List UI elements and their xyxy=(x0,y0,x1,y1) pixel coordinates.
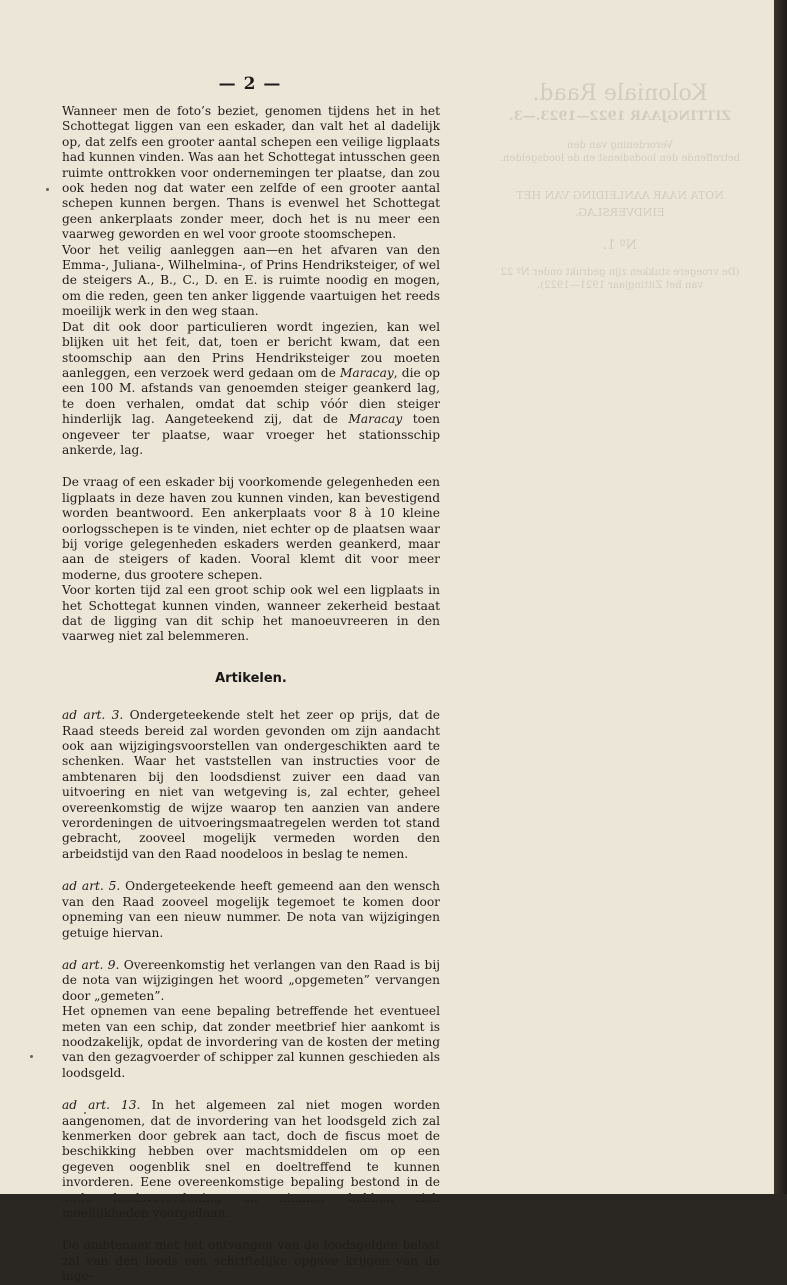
article-13 xyxy=(62,1098,440,1221)
paragraph-2: Voor het veilig aanleggen aan—en het afvaren van den Emma-, Juliana-, Wilhelmina-, of Prins Hendriksteiger, of wel de steigers A., B., C., D. en E. is ruimte noodig en mogen, om die reden, geen ten anker liggende vaartuigen het reeds moeilijk werk in den weg staan. xyxy=(62,242,440,319)
bleed-line-2: betreffende den loodsdienst en de loodsgelden. xyxy=(499,153,741,164)
paragraph-3-middle: , die op een 100 M. afstands van genoemden steiger geankerd lag, te doen verhalen, omdat dat schip vóór dien steiger hinderlijk lag. Aangeteekend zij, dat de xyxy=(62,365,440,427)
bleed-line-7: van het Zittingjaar 1921—1922). xyxy=(537,280,703,291)
paragraph-3-before: Dat dit ook door particulieren wordt ingezien, kan wel blijken uit het feit, dat, toen er bericht kwam, dat een stoomschip aan den Prins Hendriksteiger zou moeten aanleggen, een verzoek werd gedaan om de xyxy=(62,319,440,380)
ship-name-2: Maracay xyxy=(348,412,403,427)
bleed-through-text xyxy=(470,80,770,380)
page-number: — 2 — xyxy=(218,74,282,94)
section-heading: Artikelen. xyxy=(215,670,287,686)
bleed-line-4: EINDVERSLAG. xyxy=(575,206,665,219)
paragraph-5: Voor korten tijd zal een groot schip ook wel een ligplaats in het Schottegat kunnen vinden, wanneer zekerheid bestaat dat de ligging van dit schip het manoeuvreeren in den vaarweg niet zal belemmeren. xyxy=(62,583,440,644)
paragraph-3 xyxy=(62,320,440,459)
scanner-edge-right xyxy=(774,0,787,1200)
article-text: Ondergeteekende stelt het zeer op prijs, dat de Raad steeds bereid zal worden gevonden om zijn aandacht ook aan wijzigingsvoorstellen van ondergeschikten aard te schenken. Waar het vaststellen van instructies voor de ambtenaren bij den loodsdienst zuiver een daad van uitvoering en niet van wetgeving is, zal echter, geheel overeenkomstig de wijze waarop ten aanzien van andere verordeningen de uitvoeringsmaatregelen werden tot stand gebracht, zooveel mogelijk vermeden worden den arbeidstijd van den Raad noodeloos in beslag te nemen. xyxy=(62,708,440,861)
ink-speck xyxy=(46,188,49,191)
paragraph-4: De vraag of een eskader bij voorkomende gelegenheden een ligplaats in deze haven zou kunnen vinden, kan bevestigend worden beantwoord. Een ankerplaats voor 8 à 10 kleine oorlogsschepen is te vinden, niet echter op de plaatsen waar bij vorige gelegenheden eskaders werden geankerd, maar aan de steigers of kaden. Vooral klemt dit voor meer moderne, dus grootere schepen. xyxy=(62,475,440,582)
article-ref: ad art. 9. xyxy=(62,957,120,972)
paragraph-3-after: toen ongeveer ter plaatse, waar vroeger het stationsschip ankerde, lag. xyxy=(62,412,441,457)
final-paragraph: De ambtenaar met het ontvangen van de loodsgelden belast zal van den loods een schriftelijke opgave krijgen van de inge- xyxy=(62,1238,440,1284)
article-9 xyxy=(62,958,440,1004)
bleed-line-1: Verordening van den xyxy=(567,140,673,151)
article-5 xyxy=(62,879,440,941)
article-3 xyxy=(62,708,440,862)
bleed-line-3: NOTA NAAR AANLEIDING VAN HET xyxy=(516,189,724,202)
bleed-subtitle: ZITTINGJAAR 1922—1923.—3. xyxy=(509,109,731,124)
article-text: Ondergeteekende heeft gemeend aan den wensch van den Raad zooveel mogelijk tegemoet te komen door opneming van een nieuw nummer. De nota van wijzigingen getuige hiervan. xyxy=(62,879,440,940)
ship-name-1: Maracay xyxy=(339,365,394,380)
article-ref: ad art. 13. xyxy=(62,1098,141,1113)
article-text: Overeenkomstig het verlangen van den Raad is bij de nota van wijzigingen het woord „opgemeten” vervangen door „gemeten”. xyxy=(62,957,440,1003)
bleed-line-5: Nº 1. xyxy=(602,238,638,253)
ink-speck xyxy=(84,1112,86,1114)
ink-speck xyxy=(30,1055,33,1058)
bleed-title: Koloniale Raad. xyxy=(532,81,708,106)
article-ref: ad art. 5. xyxy=(62,879,121,894)
scanner-edge-bottom xyxy=(0,1194,787,1200)
paragraph-1: Wanneer men de foto’s beziet, genomen tijdens het in het Schottegat liggen van een eskader, dan valt het al dadelijk op, dat zelfs een grooter aantal schepen een veilige ligplaats had kunnen vinden. Was aan het Schottegat intusschen geen ruimte onttrokken voor ondernemingen ter plaatse, dan zou ook heden nog dat water een zelfde of een grooter aantal schepen kunnen bergen. Thans is evenwel het Schottegat geen ankerplaats zonder meer, doch het is nu meer een vaarweg geworden en wel voor groote stoomschepen. xyxy=(62,104,440,242)
article-text: In het algemeen zal niet mogen worden aangenomen, dat de invordering van het loodsgeld zich zal kenmerken door gebrek aan tact, doch de fiscus moet de beschikking hebben over machtsmiddelen om op een gegeven oogenblik snel en doeltreffend te kunnen invorderen. Eene overeenkomstige bepaling bestond in de moeilijkheden voorgedaan. xyxy=(62,1098,440,1220)
text-column xyxy=(62,104,440,1285)
bleed-line-6: (De vroegere stukken zijn gedrukt onder Nº 22 xyxy=(500,267,740,278)
article-ref: ad art. 3. xyxy=(62,708,124,723)
article-9-continued: Het opnemen van eene bepaling betreffende het eventueel meten van een schip, dat zonder meetbrief hier aankomt is noodzakelijk, opdat de invordering van de kosten der meting van den gezagvoerder of schipper zal kunnen geschieden als loodsgeld. xyxy=(62,1004,440,1080)
